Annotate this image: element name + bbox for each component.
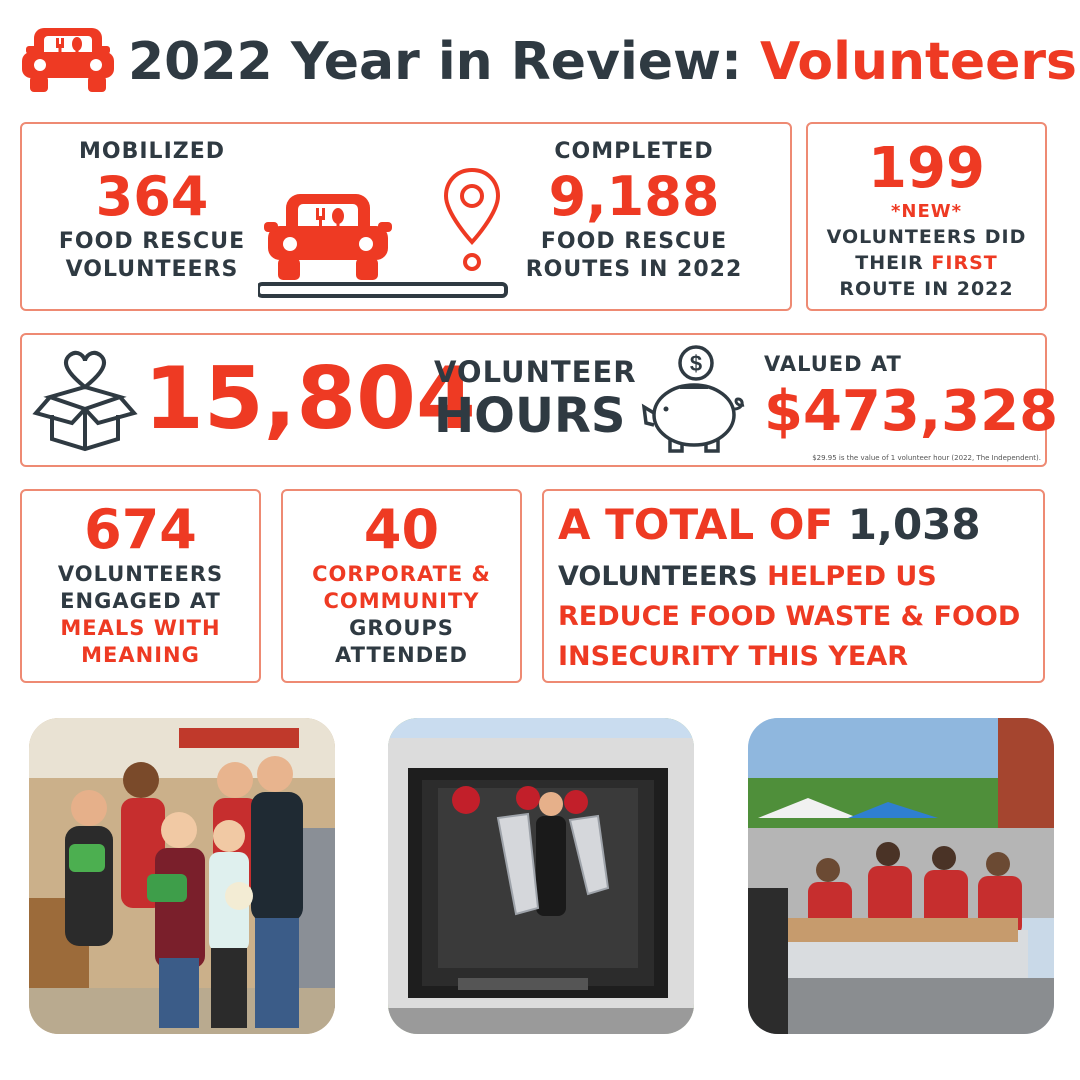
valued-label: VALUED AT xyxy=(764,352,902,376)
total-headline xyxy=(558,497,981,553)
new-volunteers-line2 xyxy=(808,250,1045,276)
meals-value: 674 xyxy=(84,498,197,561)
car-with-fork-spoon-icon xyxy=(20,24,116,96)
mobilized-heading: MOBILIZED xyxy=(79,139,225,164)
groups-line1: CORPORATE & xyxy=(312,562,491,586)
new-volunteers-line3: ROUTE IN 2022 xyxy=(839,278,1014,300)
location-pin-icon xyxy=(442,166,502,274)
outdoor-volunteers-photo xyxy=(748,718,1054,1034)
piggy-bank-icon xyxy=(640,343,752,457)
title-accent: Volunteers xyxy=(760,32,1077,92)
total-line2-dark: VOLUNTEERS xyxy=(558,561,768,592)
total-line2 xyxy=(558,557,937,597)
total-line4: INSECURITY THIS YEAR xyxy=(558,641,909,672)
heart-box-icon xyxy=(30,347,140,453)
completed-heading: COMPLETED xyxy=(554,139,714,164)
hours-value: 15,804 xyxy=(144,349,476,449)
total-line2-red: HELPED US xyxy=(767,561,937,592)
new-volunteers-first: FIRST xyxy=(931,252,998,274)
new-volunteers-value: 199 xyxy=(868,136,985,201)
volunteer-group-photo xyxy=(29,718,335,1034)
completed-value: 9,188 xyxy=(548,165,720,228)
rescue-stats-card xyxy=(20,122,792,311)
new-volunteers-line1: VOLUNTEERS DID xyxy=(826,226,1027,248)
svg-text:$: $ xyxy=(689,351,703,376)
total-value: 1,038 xyxy=(847,500,981,549)
page-title xyxy=(128,26,1077,98)
hours-card xyxy=(20,333,1059,467)
groups-line3: GROUPS xyxy=(349,616,454,640)
total-pre: A TOTAL OF xyxy=(558,500,848,549)
header xyxy=(20,22,1077,102)
meals-line3: MEALS WITH xyxy=(60,616,221,640)
meals-line4: MEANING xyxy=(81,643,200,667)
completed-line1: FOOD RESCUE xyxy=(540,229,728,254)
total-card xyxy=(542,489,1045,683)
hours-label-bottom: HOURS xyxy=(434,388,626,444)
mobilized-line2: VOLUNTEERS xyxy=(65,257,239,282)
groups-value: 40 xyxy=(363,498,440,561)
new-volunteers-card xyxy=(806,122,1047,311)
new-volunteers-line2-pre: THEIR xyxy=(855,252,932,274)
mobilized-value: 364 xyxy=(95,165,209,228)
meals-card xyxy=(20,489,261,683)
truck-balloons-photo xyxy=(388,718,694,1034)
title-main: 2022 Year in Review: xyxy=(128,32,742,92)
hours-label-top: VOLUNTEER xyxy=(434,355,637,389)
mobilized-line1: FOOD RESCUE xyxy=(58,229,246,254)
meals-line2: ENGAGED AT xyxy=(60,589,221,613)
new-label: *NEW* xyxy=(890,201,963,222)
groups-card xyxy=(281,489,522,683)
completed-line2: ROUTES IN 2022 xyxy=(525,257,743,282)
valued-amount: $473,328 xyxy=(764,379,1059,444)
meals-line1: VOLUNTEERS xyxy=(57,562,224,586)
groups-line4: ATTENDED xyxy=(335,643,468,667)
groups-line2: COMMUNITY xyxy=(323,589,480,613)
total-line3: REDUCE FOOD WASTE & FOOD xyxy=(558,601,1021,632)
valuation-footnote: $29.95 is the value of 1 volunteer hour (2022, The Independent). xyxy=(812,454,1041,462)
